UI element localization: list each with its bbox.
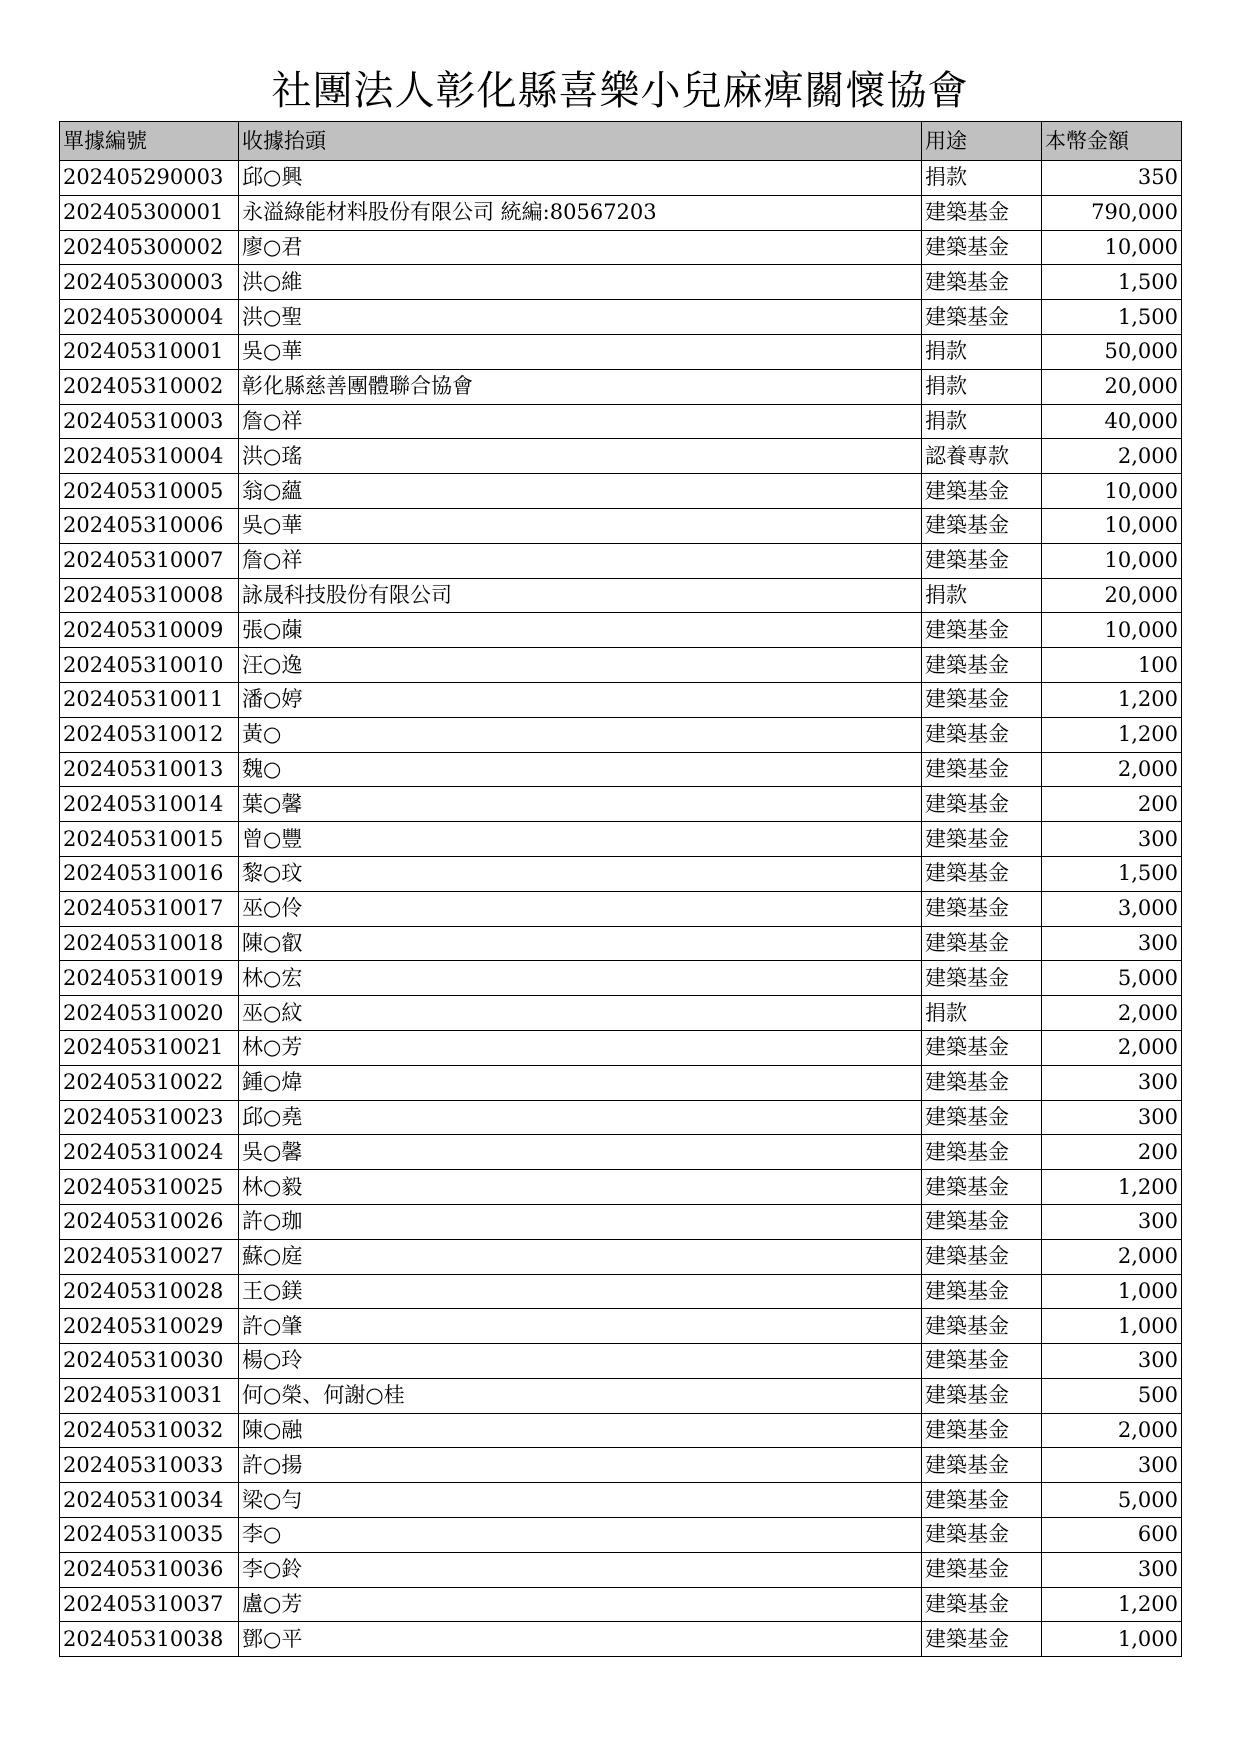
receipt-number-cell: 202405310036: [60, 1552, 239, 1587]
receipt-title-cell: 盧○芳: [239, 1587, 922, 1622]
amount-cell: 1,500: [1042, 265, 1182, 300]
table-row: [60, 613, 1182, 648]
receipt-number-cell: 202405310018: [60, 926, 239, 961]
amount-cell: 1,000: [1042, 1622, 1182, 1657]
receipt-number-cell: 202405310005: [60, 474, 239, 509]
table-row: [60, 648, 1182, 683]
receipt-title-cell: 許○珈: [239, 1204, 922, 1239]
receipt-number-cell: 202405310027: [60, 1239, 239, 1274]
table-row: [60, 1309, 1182, 1344]
purpose-cell: 建築基金: [922, 1518, 1042, 1553]
purpose-cell: 建築基金: [922, 891, 1042, 926]
purpose-cell: 建築基金: [922, 856, 1042, 891]
purpose-cell: 建築基金: [922, 230, 1042, 265]
receipt-number-cell: 202405310026: [60, 1204, 239, 1239]
receipt-number-cell: 202405310034: [60, 1483, 239, 1518]
receipt-title-cell: 魏○: [239, 752, 922, 787]
header-purpose: 用途: [922, 122, 1042, 161]
table-row: [60, 474, 1182, 509]
receipt-number-cell: 202405310029: [60, 1309, 239, 1344]
purpose-cell: 建築基金: [922, 752, 1042, 787]
receipt-title-cell: 李○: [239, 1518, 922, 1553]
table-row: [60, 161, 1182, 196]
receipt-title-cell: 許○肇: [239, 1309, 922, 1344]
table-row: [60, 1378, 1182, 1413]
receipt-number-cell: 202405310019: [60, 961, 239, 996]
receipt-title-cell: 林○芳: [239, 1030, 922, 1065]
table-row: [60, 1413, 1182, 1448]
receipt-number-cell: 202405310020: [60, 996, 239, 1031]
purpose-cell: 建築基金: [922, 682, 1042, 717]
receipt-number-cell: 202405310024: [60, 1135, 239, 1170]
receipt-number-cell: 202405310032: [60, 1413, 239, 1448]
receipt-number-cell: 202405300001: [60, 195, 239, 230]
amount-cell: 20,000: [1042, 369, 1182, 404]
amount-cell: 1,000: [1042, 1309, 1182, 1344]
table-row: [60, 996, 1182, 1031]
amount-cell: 300: [1042, 1344, 1182, 1379]
table-row: [60, 1100, 1182, 1135]
amount-cell: 300: [1042, 926, 1182, 961]
purpose-cell: 捐款: [922, 369, 1042, 404]
receipt-number-cell: 202405310010: [60, 648, 239, 683]
purpose-cell: 建築基金: [922, 648, 1042, 683]
amount-cell: 1,200: [1042, 717, 1182, 752]
purpose-cell: 建築基金: [922, 1587, 1042, 1622]
receipt-number-cell: 202405310038: [60, 1622, 239, 1657]
receipt-title-cell: 葉○馨: [239, 787, 922, 822]
table-row: [60, 439, 1182, 474]
purpose-cell: 建築基金: [922, 1100, 1042, 1135]
amount-cell: 5,000: [1042, 961, 1182, 996]
receipt-number-cell: 202405310007: [60, 543, 239, 578]
amount-cell: 300: [1042, 1100, 1182, 1135]
purpose-cell: 建築基金: [922, 1344, 1042, 1379]
table-row: [60, 195, 1182, 230]
table-row: [60, 230, 1182, 265]
receipt-number-cell: 202405310001: [60, 334, 239, 369]
amount-cell: 2,000: [1042, 1239, 1182, 1274]
receipt-title-cell: 鍾○煒: [239, 1065, 922, 1100]
table-row: [60, 1622, 1182, 1657]
purpose-cell: 建築基金: [922, 265, 1042, 300]
receipt-number-cell: 202405310037: [60, 1587, 239, 1622]
amount-cell: 500: [1042, 1378, 1182, 1413]
receipt-title-cell: 梁○勻: [239, 1483, 922, 1518]
receipt-title-cell: 邱○堯: [239, 1100, 922, 1135]
receipt-number-cell: 202405310021: [60, 1030, 239, 1065]
header-amount: 本幣金額: [1042, 122, 1182, 161]
table-row: [60, 1448, 1182, 1483]
receipt-title-cell: 汪○逸: [239, 648, 922, 683]
purpose-cell: 建築基金: [922, 1378, 1042, 1413]
receipt-title-cell: 李○鈴: [239, 1552, 922, 1587]
receipt-number-cell: 202405310016: [60, 856, 239, 891]
purpose-cell: 建築基金: [922, 1065, 1042, 1100]
receipt-title-cell: 陳○融: [239, 1413, 922, 1448]
amount-cell: 10,000: [1042, 508, 1182, 543]
receipt-number-cell: 202405310025: [60, 1170, 239, 1205]
amount-cell: 20,000: [1042, 578, 1182, 613]
receipt-number-cell: 202405310008: [60, 578, 239, 613]
receipt-title-cell: 永溢綠能材料股份有限公司 統編:80567203: [239, 195, 922, 230]
receipt-number-cell: 202405310031: [60, 1378, 239, 1413]
amount-cell: 1,200: [1042, 1587, 1182, 1622]
receipt-title-cell: 黎○玟: [239, 856, 922, 891]
receipt-title-cell: 巫○紋: [239, 996, 922, 1031]
amount-cell: 10,000: [1042, 543, 1182, 578]
table-row: [60, 717, 1182, 752]
receipt-title-cell: 王○鎂: [239, 1274, 922, 1309]
purpose-cell: 建築基金: [922, 1170, 1042, 1205]
receipt-title-cell: 詹○祥: [239, 404, 922, 439]
table-row: [60, 369, 1182, 404]
receipt-title-cell: 廖○君: [239, 230, 922, 265]
purpose-cell: 認養專款: [922, 439, 1042, 474]
purpose-cell: 建築基金: [922, 1135, 1042, 1170]
receipt-title-cell: 何○榮、何謝○桂: [239, 1378, 922, 1413]
receipt-table: [59, 121, 1182, 1657]
receipt-number-cell: 202405310004: [60, 439, 239, 474]
receipt-title-cell: 陳○叡: [239, 926, 922, 961]
table-row: [60, 1135, 1182, 1170]
purpose-cell: 建築基金: [922, 961, 1042, 996]
amount-cell: 1,500: [1042, 856, 1182, 891]
receipt-title-cell: 楊○玲: [239, 1344, 922, 1379]
table-body: [60, 161, 1182, 1657]
receipt-title-cell: 彰化縣慈善團體聯合協會: [239, 369, 922, 404]
purpose-cell: 建築基金: [922, 508, 1042, 543]
receipt-number-cell: 202405310015: [60, 822, 239, 857]
receipt-title-cell: 詹○祥: [239, 543, 922, 578]
receipt-number-cell: 202405310014: [60, 787, 239, 822]
receipt-title-cell: 吳○華: [239, 334, 922, 369]
amount-cell: 2,000: [1042, 1413, 1182, 1448]
receipt-title-cell: 巫○伶: [239, 891, 922, 926]
table-row: [60, 265, 1182, 300]
purpose-cell: 捐款: [922, 334, 1042, 369]
amount-cell: 40,000: [1042, 404, 1182, 439]
amount-cell: 600: [1042, 1518, 1182, 1553]
header-receipt-number: 單據編號: [60, 122, 239, 161]
purpose-cell: 建築基金: [922, 1552, 1042, 1587]
receipt-number-cell: 202405310017: [60, 891, 239, 926]
table-row: [60, 1239, 1182, 1274]
amount-cell: 200: [1042, 1135, 1182, 1170]
purpose-cell: 捐款: [922, 578, 1042, 613]
amount-cell: 1,500: [1042, 300, 1182, 335]
amount-cell: 300: [1042, 1065, 1182, 1100]
table-row: [60, 1518, 1182, 1553]
receipt-number-cell: 202405300002: [60, 230, 239, 265]
receipt-number-cell: 202405290003: [60, 161, 239, 196]
table-row: [60, 1483, 1182, 1518]
amount-cell: 300: [1042, 1204, 1182, 1239]
table-row: [60, 404, 1182, 439]
page-title: 社團法人彰化縣喜樂小兒麻痺關懷協會: [271, 68, 969, 114]
amount-cell: 100: [1042, 648, 1182, 683]
purpose-cell: 建築基金: [922, 1309, 1042, 1344]
table-row: [60, 578, 1182, 613]
purpose-cell: 建築基金: [922, 1448, 1042, 1483]
purpose-cell: 建築基金: [922, 926, 1042, 961]
receipt-number-cell: 202405310023: [60, 1100, 239, 1135]
amount-cell: 2,000: [1042, 996, 1182, 1031]
receipt-title-cell: 曾○豐: [239, 822, 922, 857]
purpose-cell: 建築基金: [922, 1239, 1042, 1274]
table-row: [60, 508, 1182, 543]
receipt-title-cell: 翁○蘊: [239, 474, 922, 509]
amount-cell: 2,000: [1042, 1030, 1182, 1065]
table-row: [60, 543, 1182, 578]
receipt-number-cell: 202405310013: [60, 752, 239, 787]
receipt-number-cell: 202405300003: [60, 265, 239, 300]
receipt-title-cell: 林○毅: [239, 1170, 922, 1205]
purpose-cell: 建築基金: [922, 1274, 1042, 1309]
receipt-title-cell: 詠晟科技股份有限公司: [239, 578, 922, 613]
receipt-title-cell: 吳○馨: [239, 1135, 922, 1170]
amount-cell: 5,000: [1042, 1483, 1182, 1518]
receipt-number-cell: 202405310006: [60, 508, 239, 543]
table-row: [60, 1030, 1182, 1065]
table-row: [60, 682, 1182, 717]
table-row: [60, 1274, 1182, 1309]
receipt-number-cell: 202405310035: [60, 1518, 239, 1553]
purpose-cell: 建築基金: [922, 300, 1042, 335]
purpose-cell: 建築基金: [922, 1204, 1042, 1239]
table-row: [60, 926, 1182, 961]
receipt-title-cell: 許○揚: [239, 1448, 922, 1483]
amount-cell: 2,000: [1042, 439, 1182, 474]
receipt-number-cell: 202405310022: [60, 1065, 239, 1100]
receipt-title-cell: 洪○維: [239, 265, 922, 300]
receipt-number-cell: 202405310033: [60, 1448, 239, 1483]
amount-cell: 10,000: [1042, 474, 1182, 509]
receipt-number-cell: 202405300004: [60, 300, 239, 335]
table-row: [60, 822, 1182, 857]
purpose-cell: 捐款: [922, 996, 1042, 1031]
purpose-cell: 建築基金: [922, 822, 1042, 857]
amount-cell: 10,000: [1042, 230, 1182, 265]
amount-cell: 50,000: [1042, 334, 1182, 369]
table-row: [60, 856, 1182, 891]
amount-cell: 1,200: [1042, 682, 1182, 717]
receipt-number-cell: 202405310002: [60, 369, 239, 404]
amount-cell: 300: [1042, 1448, 1182, 1483]
purpose-cell: 建築基金: [922, 613, 1042, 648]
table-row: [60, 1344, 1182, 1379]
amount-cell: 2,000: [1042, 752, 1182, 787]
amount-cell: 3,000: [1042, 891, 1182, 926]
table-row: [60, 961, 1182, 996]
table-row: [60, 1552, 1182, 1587]
purpose-cell: 建築基金: [922, 474, 1042, 509]
receipt-title-cell: 張○蔯: [239, 613, 922, 648]
table-row: [60, 787, 1182, 822]
amount-cell: 790,000: [1042, 195, 1182, 230]
table-row: [60, 1587, 1182, 1622]
table-row: [60, 1170, 1182, 1205]
purpose-cell: 建築基金: [922, 1413, 1042, 1448]
receipt-title-cell: 洪○聖: [239, 300, 922, 335]
receipt-number-cell: 202405310011: [60, 682, 239, 717]
amount-cell: 1,000: [1042, 1274, 1182, 1309]
amount-cell: 200: [1042, 787, 1182, 822]
receipt-title-cell: 吳○華: [239, 508, 922, 543]
amount-cell: 10,000: [1042, 613, 1182, 648]
receipt-title-cell: 黃○: [239, 717, 922, 752]
table-header: [60, 122, 1182, 161]
header-row: [60, 122, 1182, 161]
amount-cell: 1,200: [1042, 1170, 1182, 1205]
purpose-cell: 建築基金: [922, 787, 1042, 822]
header-receipt-title: 收據抬頭: [239, 122, 922, 161]
receipt-number-cell: 202405310028: [60, 1274, 239, 1309]
table-row: [60, 752, 1182, 787]
receipt-number-cell: 202405310030: [60, 1344, 239, 1379]
receipt-number-cell: 202405310012: [60, 717, 239, 752]
purpose-cell: 捐款: [922, 404, 1042, 439]
receipt-title-cell: 鄧○平: [239, 1622, 922, 1657]
purpose-cell: 建築基金: [922, 717, 1042, 752]
receipt-number-cell: 202405310003: [60, 404, 239, 439]
purpose-cell: 建築基金: [922, 1483, 1042, 1518]
receipt-number-cell: 202405310009: [60, 613, 239, 648]
receipt-title-cell: 蘇○庭: [239, 1239, 922, 1274]
amount-cell: 350: [1042, 161, 1182, 196]
purpose-cell: 建築基金: [922, 1622, 1042, 1657]
purpose-cell: 捐款: [922, 161, 1042, 196]
amount-cell: 300: [1042, 822, 1182, 857]
receipt-title-cell: 林○宏: [239, 961, 922, 996]
table-row: [60, 1204, 1182, 1239]
purpose-cell: 建築基金: [922, 543, 1042, 578]
table-row: [60, 334, 1182, 369]
amount-cell: 300: [1042, 1552, 1182, 1587]
purpose-cell: 建築基金: [922, 1030, 1042, 1065]
receipt-title-cell: 潘○婷: [239, 682, 922, 717]
purpose-cell: 建築基金: [922, 195, 1042, 230]
table-row: [60, 1065, 1182, 1100]
table-row: [60, 891, 1182, 926]
receipt-title-cell: 洪○瑤: [239, 439, 922, 474]
receipt-title-cell: 邱○興: [239, 161, 922, 196]
table-row: [60, 300, 1182, 335]
